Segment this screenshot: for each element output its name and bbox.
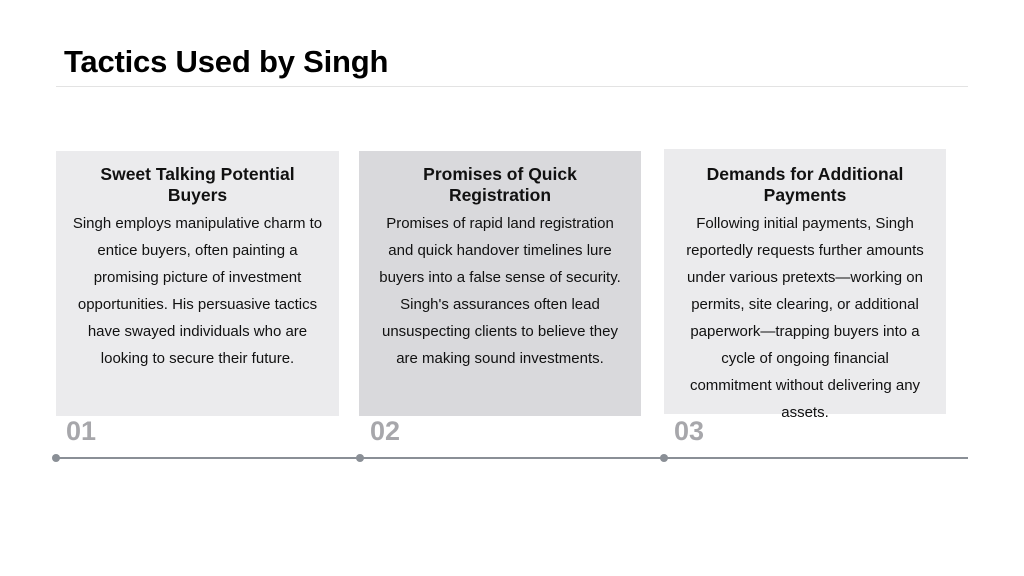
tactic-heading-1: Sweet Talking Potential Buyers <box>100 164 295 205</box>
timeline-dot-2 <box>356 454 364 462</box>
timeline-dot-3 <box>660 454 668 462</box>
tactic-card-2 <box>359 151 641 416</box>
tactic-heading-3: Demands for Additional Payments <box>706 164 904 205</box>
tactic-body-2: Promises of rapid land registration and quick handover timelines lure buyers into a false sense of security. Singh's assurances often lead unsuspecting clients to believe they are making sound investments. <box>379 215 621 367</box>
step-number-1: 01 <box>66 416 97 446</box>
step-number-2: 02 <box>370 416 401 446</box>
slide-title: Tactics Used by Singh <box>64 44 389 79</box>
tactic-body-1: Singh employs manipulative charm to entice buyers, often painting a promising picture of investment opportunities. His persuasive tactics have swayed individuals who are looking to secure their future. <box>72 215 323 367</box>
timeline-line <box>56 457 968 459</box>
timeline-dot-1 <box>52 454 60 462</box>
tactic-heading-2: Promises of Quick Registration <box>423 164 577 205</box>
tactic-card-1 <box>56 151 339 416</box>
title-divider <box>56 86 968 87</box>
step-number-3: 03 <box>674 416 705 446</box>
tactic-card-3 <box>664 149 946 421</box>
tactic-body-3: Following initial payments, Singh reportedly requests further amounts under various pretexts—working on permits, site clearing, or additional paperwork—trapping buyers into a cycle of ongoing financial commitment without delivering any assets. <box>686 215 924 421</box>
